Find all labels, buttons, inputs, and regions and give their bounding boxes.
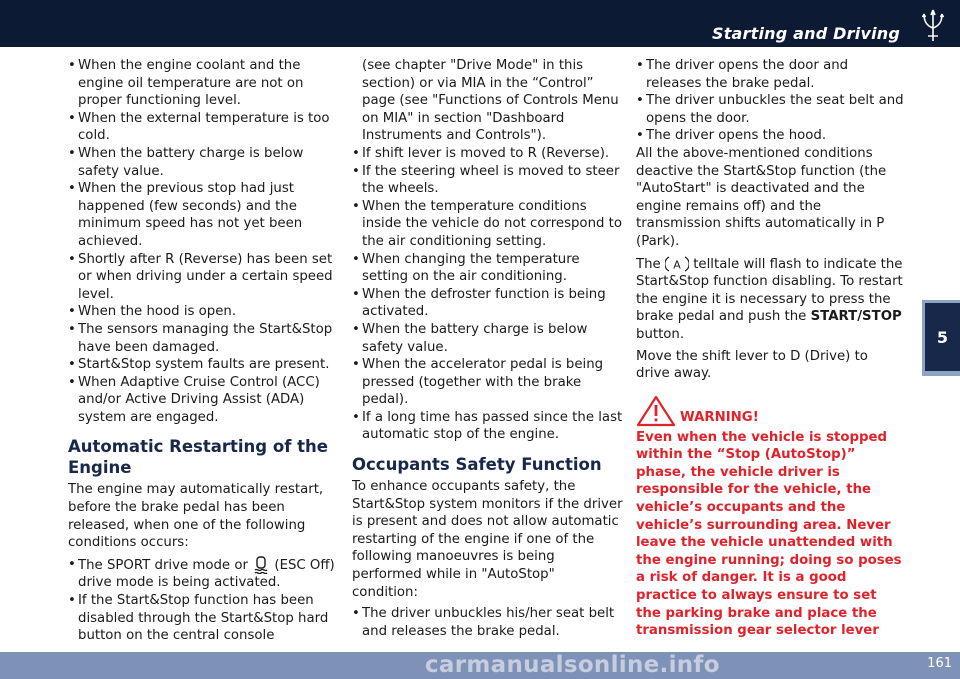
column-2 bbox=[352, 57, 624, 640]
esc-off-car-icon bbox=[252, 556, 270, 574]
paragraph: To enhance occupants safety, the Start&Stop system monitors if the driver is present and does not allow automatic restarting of the engine if one of the following manoeuvres is being performed while in "AutoStop" condition: bbox=[352, 479, 623, 600]
list-item: • Start&Stop system faults are present. bbox=[68, 356, 346, 374]
list-item: • If the steering wheel is moved to steer the wheels. bbox=[352, 163, 624, 198]
autostop-a-telltale-icon bbox=[665, 255, 689, 273]
list-item-text: (ESC Off) drive mode is being activated. bbox=[78, 557, 335, 591]
paragraph: The engine may automatically restart, before the brake pedal has been released, when one of the following conditions occurs: bbox=[68, 482, 324, 551]
chapter-number: 5 bbox=[936, 327, 949, 347]
list-item: • When Adaptive Cruise Control (ACC) and/or Active Driving Assist (ADA) system are engaged. bbox=[68, 374, 346, 427]
paragraph-text: button. bbox=[636, 326, 685, 342]
list-item: • When the accelerator pedal is being pressed (together with the brake pedal). bbox=[352, 356, 624, 409]
start-stop-button-label: START/STOP bbox=[810, 309, 902, 325]
paragraph: Move the shift lever to D (Drive) to drive away. bbox=[636, 348, 868, 382]
list-item: • If the Start&Stop function has been disabled through the Start&Stop hard button on the central console bbox=[68, 592, 346, 645]
list-item: • If shift lever is moved to R (Reverse). bbox=[352, 145, 624, 163]
list-item: • When the temperature conditions inside the vehicle do not correspond to the air conditioning setting. bbox=[352, 198, 624, 251]
list-item: • If a long time has passed since the last automatic stop of the engine. bbox=[352, 409, 624, 444]
section-heading-restart: Automatic Restarting of the Engine bbox=[68, 437, 328, 478]
conditions-list bbox=[68, 57, 346, 426]
list-item: • When changing the temperature setting on the air conditioning. bbox=[352, 251, 624, 286]
warning-title: WARNING! bbox=[680, 410, 759, 426]
warning-text: Even when the vehicle is stopped within the “Stop (AutoStop)” phase, the vehicle driver is responsible for the vehicle, the vehicle’s occupants and the vehicle’s surrounding area. Never leave the vehicle unattended with the engine running; doing so poses a risk of danger. It is a good practice to always ensure to set the parking brake and place the transmission gear selector lever bbox=[636, 429, 902, 639]
list-item: • The driver opens the door and releases the brake pedal. bbox=[636, 57, 904, 92]
list-item-text: The SPORT drive mode or bbox=[78, 557, 248, 573]
column-1 bbox=[68, 57, 346, 645]
safety-list bbox=[352, 605, 624, 640]
paragraph-text: telltale will flash to indicate the Start&Stop function disabling. To restart the engine it is necessary to press the brake pedal and push the bbox=[636, 256, 903, 325]
list-item: • When the battery charge is below safety value. bbox=[352, 321, 624, 356]
svg-text:A: A bbox=[673, 258, 681, 272]
watermark: carmanualsonline.info bbox=[425, 652, 720, 678]
list-item: • The driver opens the hood. bbox=[636, 127, 904, 145]
list-item: • The driver unbuckles his/her seat belt and releases the brake pedal. bbox=[352, 605, 624, 640]
paragraph: All the above-mentioned conditions deactive the Start&Stop function (the "AutoStart" is deactivated and the engine remains off) and the transmission shifts automatically in P (Park). bbox=[636, 145, 887, 249]
list-item: • When the defroster function is being activated. bbox=[352, 286, 624, 321]
list-item: • When the battery charge is below safety value. bbox=[68, 145, 346, 180]
page-number: 161 bbox=[927, 656, 952, 671]
list-item: • When the engine coolant and the engine oil temperature are not on proper functioning level. bbox=[68, 57, 346, 110]
section-heading-safety: Occupants Safety Function bbox=[352, 455, 602, 475]
section-title: Starting and Driving bbox=[711, 24, 900, 43]
list-item bbox=[68, 556, 346, 592]
list-item: • When the external temperature is too cold. bbox=[68, 110, 346, 145]
paragraph bbox=[636, 255, 904, 344]
safety-list-continued bbox=[636, 57, 904, 145]
warning-header bbox=[636, 395, 904, 427]
list-item: • The sensors managing the Start&Stop have been damaged. bbox=[68, 321, 346, 356]
list-item: • When the previous stop had just happened (few seconds) and the minimum speed has not yet been achieved. bbox=[68, 180, 346, 250]
continuation-text: (see chapter "Drive Mode" in this section) or via MIA in the “Control” page (see "Functions of Controls Menu on MIA" in section "Dashboard Instruments and Controls"). bbox=[362, 58, 619, 144]
trident-logo-icon bbox=[918, 8, 948, 44]
column-3 bbox=[636, 57, 904, 640]
list-item: • When the hood is open. bbox=[68, 303, 346, 321]
restart-list bbox=[68, 556, 346, 645]
list-item: • The driver unbuckles the seat belt and opens the door. bbox=[636, 92, 904, 127]
page-header bbox=[0, 0, 960, 47]
list-item: • Shortly after R (Reverse) has been set or when driving under a certain speed level. bbox=[68, 251, 346, 304]
warning-triangle-icon bbox=[636, 395, 676, 427]
restart-list-continued bbox=[352, 145, 624, 444]
paragraph-text: The bbox=[636, 256, 661, 272]
chapter-tab[interactable] bbox=[922, 300, 960, 376]
